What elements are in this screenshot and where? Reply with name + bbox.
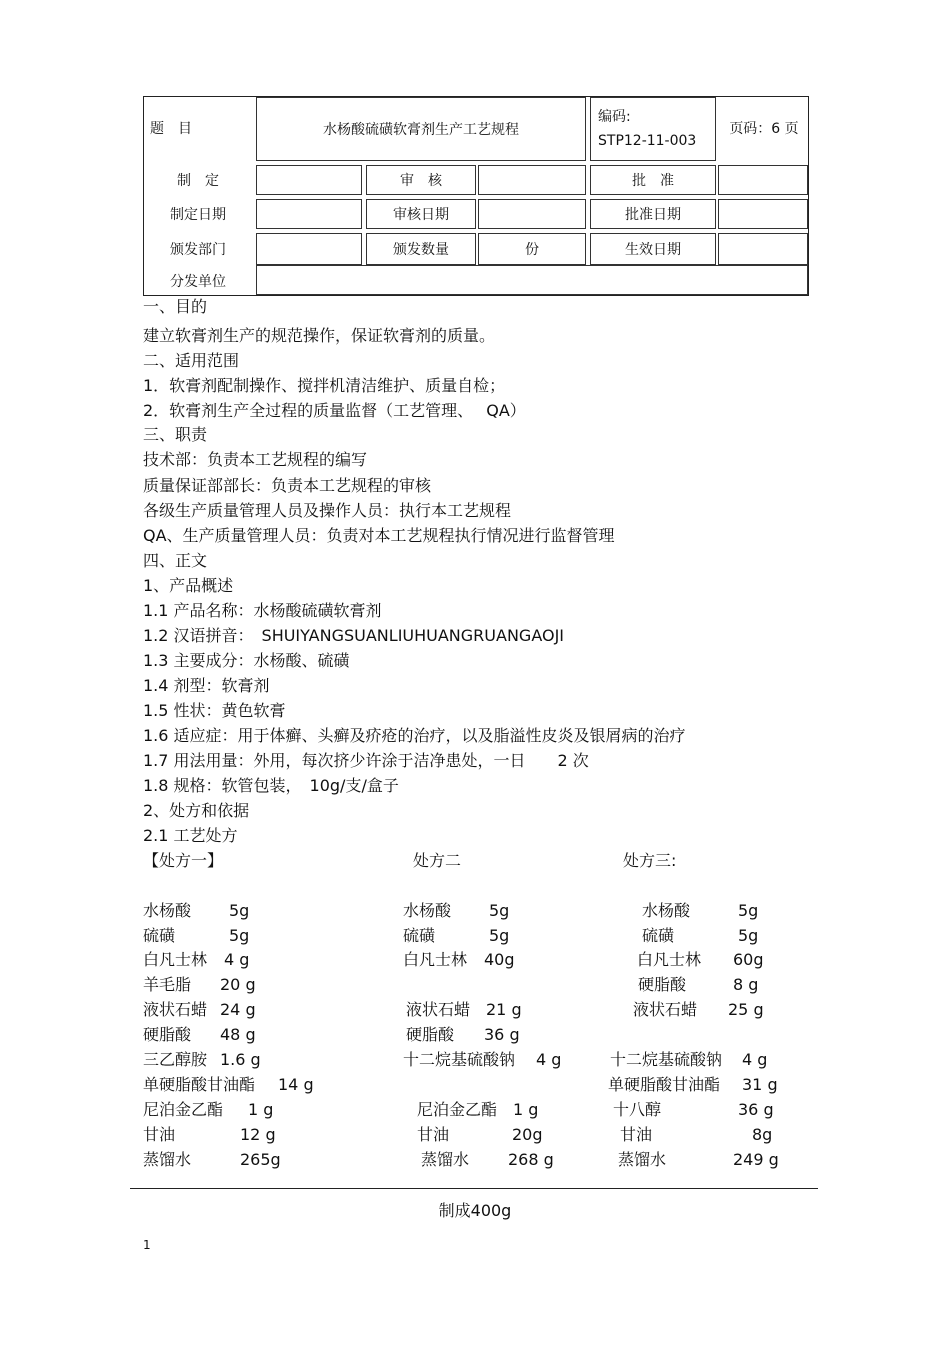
body-line: 1.8 规格：软管包装， 10g/支/盒子	[143, 776, 399, 795]
label-review-date: 审核日期	[366, 199, 476, 229]
code-block	[590, 97, 716, 161]
body-line: QA、生产质量管理人员：负责对本工艺规程执行情况进行监督管理	[143, 526, 615, 545]
formula-1-ingredient: 水杨酸	[143, 901, 192, 920]
formula-1-ingredient: 硫磺	[143, 926, 176, 945]
formula-3-amount: 60g	[733, 950, 764, 969]
formula-1-amount: 5g	[229, 926, 250, 945]
formula-2-amount: 5g	[489, 926, 510, 945]
formula-2-ingredient: 硫磺	[403, 926, 436, 945]
issue-quantity-unit: 份	[478, 233, 586, 265]
formula-3-amount: 25 g	[728, 1000, 764, 1019]
body-line: 1．软膏剂配制操作、搅拌机清洁维护、质量自检；	[143, 376, 506, 395]
field-effective-date	[718, 233, 808, 265]
code-label: 编码:	[598, 109, 631, 125]
body-line: 质量保证部部长：负责本工艺规程的审核	[143, 476, 432, 495]
formula-2-amount: 5g	[489, 901, 510, 920]
document-header-table	[143, 96, 809, 296]
yield-total: 制成400g	[438, 1201, 512, 1220]
field-review-date	[478, 199, 586, 229]
title-label: 题 目	[150, 121, 192, 137]
formula-1-amount: 24 g	[220, 1000, 256, 1019]
formula-2-ingredient: 甘油	[417, 1125, 450, 1144]
formula-1-ingredient: 三乙醇胺	[143, 1050, 208, 1069]
formula-2-amount: 1 g	[513, 1100, 539, 1119]
formula-1-ingredient: 单硬脂酸甘油酯	[143, 1075, 256, 1094]
formula-1-ingredient: 尼泊金乙酯	[143, 1100, 224, 1119]
section-heading: 二、适用范围	[143, 351, 240, 370]
formula-3-amount: 249 g	[733, 1150, 779, 1169]
body-line: 1.4 剂型：软膏剂	[143, 676, 270, 695]
formula-2-amount: 268 g	[508, 1150, 554, 1169]
section-heading: 三、职责	[143, 425, 208, 444]
formula-3-amount: 4 g	[742, 1050, 768, 1069]
field-approval-date	[718, 199, 808, 229]
formula-3-ingredient: 硬脂酸	[638, 975, 687, 994]
section-heading: 一、目的	[143, 297, 208, 316]
body-line: 2．软膏剂生产全过程的质量监督（工艺管理、 QA）	[143, 401, 526, 420]
formula-2-amount: 21 g	[486, 1000, 522, 1019]
formula-3-header: 处方三:	[623, 851, 677, 870]
label-prepared-date: 制定日期	[170, 207, 226, 223]
label-approved: 批 准	[590, 165, 716, 195]
page-count: 页码：6 页	[729, 121, 799, 137]
section-heading: 四、正文	[143, 551, 208, 570]
formula-2-ingredient: 蒸馏水	[421, 1150, 470, 1169]
field-reviewed	[478, 165, 586, 195]
formula-1-ingredient: 硬脂酸	[143, 1025, 192, 1044]
subsection-heading: 1、产品概述	[143, 576, 234, 595]
label-distribution: 分发单位	[170, 274, 226, 290]
formula-3-amount: 8g	[752, 1125, 773, 1144]
formula-2-header: 处方二	[413, 851, 462, 870]
formula-2-ingredient: 液状石蜡	[406, 1000, 471, 1019]
formula-1-amount: 5g	[229, 901, 250, 920]
formula-3-ingredient: 白凡士林	[637, 950, 702, 969]
formula-2-ingredient: 水杨酸	[403, 901, 452, 920]
page-number: 1	[143, 1238, 151, 1252]
formula-3-ingredient: 十二烷基硫酸钠	[610, 1050, 723, 1069]
formula-1-ingredient: 蒸馏水	[143, 1150, 192, 1169]
body-line: 1.5 性状：黄色软膏	[143, 701, 286, 720]
body-line: 建立软膏剂生产的规范操作，保证软膏剂的质量。	[143, 326, 496, 345]
formula-1-amount: 12 g	[240, 1125, 276, 1144]
label-issuing-dept: 颁发部门	[170, 242, 226, 258]
formula-1-ingredient: 液状石蜡	[143, 1000, 208, 1019]
formula-3-ingredient: 液状石蜡	[633, 1000, 698, 1019]
body-line: 1.1 产品名称：水杨酸硫磺软膏剂	[143, 601, 382, 620]
formula-2-amount: 20g	[512, 1125, 543, 1144]
formula-3-ingredient: 单硬脂酸甘油酯	[608, 1075, 721, 1094]
formula-1-amount: 1 g	[248, 1100, 274, 1119]
formula-3-amount: 5g	[738, 901, 759, 920]
formula-3-ingredient: 蒸馏水	[618, 1150, 667, 1169]
formula-1-ingredient: 羊毛脂	[143, 975, 192, 994]
field-prepared	[256, 165, 362, 195]
formula-1-ingredient: 白凡士林	[143, 950, 208, 969]
formula-2-ingredient: 白凡士林	[403, 950, 468, 969]
body-line: 技术部：负责本工艺规程的编写	[143, 450, 368, 469]
formula-2-amount: 40g	[484, 950, 515, 969]
field-approved	[718, 165, 808, 195]
label-issue-quantity: 颁发数量	[366, 233, 476, 265]
formula-1-amount: 4 g	[224, 950, 250, 969]
formula-2-ingredient: 尼泊金乙酯	[417, 1100, 498, 1119]
formula-3-ingredient: 甘油	[620, 1125, 653, 1144]
body-line: 1.7 用法用量：外用，每次挤少许涂于洁净患处，一日 2 次	[143, 751, 589, 770]
document-title: 水杨酸硫磺软膏剂生产工艺规程	[256, 97, 586, 161]
label-effective-date: 生效日期	[590, 233, 716, 265]
formula-1-amount: 1.6 g	[220, 1050, 261, 1069]
label-prepared: 制 定	[177, 173, 219, 189]
body-line: 各级生产质量管理人员及操作人员：执行本工艺规程	[143, 501, 512, 520]
formula-1-ingredient: 甘油	[143, 1125, 176, 1144]
formula-2-ingredient: 十二烷基硫酸钠	[403, 1050, 516, 1069]
field-prepared-date	[256, 199, 362, 229]
formula-3-ingredient: 水杨酸	[642, 901, 691, 920]
subsection-heading: 2、处方和依据	[143, 801, 250, 820]
formula-3-amount: 36 g	[738, 1100, 774, 1119]
label-reviewed: 审 核	[366, 165, 476, 195]
formula-3-ingredient: 硫磺	[642, 926, 675, 945]
formula-2-amount: 4 g	[536, 1050, 562, 1069]
formula-1-amount: 20 g	[220, 975, 256, 994]
formula-1-amount: 265g	[240, 1150, 281, 1169]
body-line: 1.3 主要成分：水杨酸、硫磺	[143, 651, 350, 670]
subsection-heading: 2.1 工艺处方	[143, 826, 238, 845]
formula-2-amount: 36 g	[484, 1025, 520, 1044]
formula-3-ingredient: 十八醇	[613, 1100, 662, 1119]
formula-3-amount: 5g	[738, 926, 759, 945]
field-issuing-dept	[256, 233, 362, 265]
divider-line	[130, 1188, 818, 1189]
formula-3-amount: 8 g	[733, 975, 759, 994]
formula-1-amount: 48 g	[220, 1025, 256, 1044]
label-approval-date: 批准日期	[590, 199, 716, 229]
formula-2-ingredient: 硬脂酸	[406, 1025, 455, 1044]
body-line: 1.6 适应症：用于体癣、头癣及疥疮的治疗，以及脂溢性皮炎及银屑病的治疗	[143, 726, 686, 745]
formula-1-header: 【处方一】	[143, 851, 224, 870]
formula-3-amount: 31 g	[742, 1075, 778, 1094]
body-line: 1.2 汉语拼音： SHUIYANGSUANLIUHUANGRUANGAOJI	[143, 626, 565, 645]
field-distribution	[256, 265, 808, 295]
code-value: STP12-11-003	[598, 133, 697, 149]
formula-1-amount: 14 g	[278, 1075, 314, 1094]
